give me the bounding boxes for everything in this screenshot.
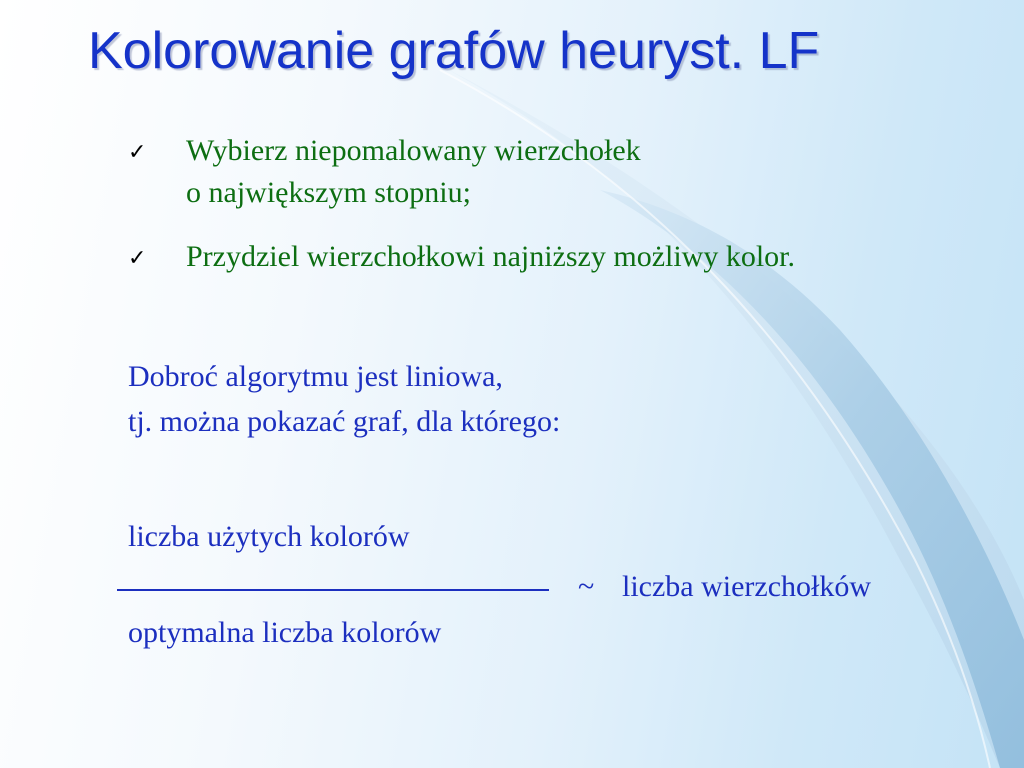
bullet-item-2 <box>128 236 1008 278</box>
approx-symbol: ~ <box>578 570 595 603</box>
fraction-numerator: liczba użytych kolorów <box>128 520 410 553</box>
fraction-denominator: optymalna liczba kolorów <box>128 616 442 649</box>
bullet-1-line-1: Wybierz niepomalowany wierzchołek <box>186 134 641 167</box>
fraction-result: liczba wierzchołków <box>622 570 872 603</box>
paragraph-line-1: Dobroć algorytmu jest liniowa, <box>128 360 503 393</box>
bullet-2-line-1: Przydziel wierzchołkowi najniższy możliwy kolor. <box>186 240 796 273</box>
paragraph-line-2: tj. można pokazać graf, dla którego: <box>128 405 561 438</box>
slide-title: Kolorowanie grafów heuryst. LF <box>88 22 820 80</box>
checkmark-icon: ✓ <box>128 140 147 165</box>
bullet-1-line-2: o największym stopniu; <box>186 176 471 209</box>
fraction-bar <box>117 589 549 591</box>
checkmark-icon: ✓ <box>128 246 147 271</box>
bullet-item-1 <box>128 130 1008 214</box>
